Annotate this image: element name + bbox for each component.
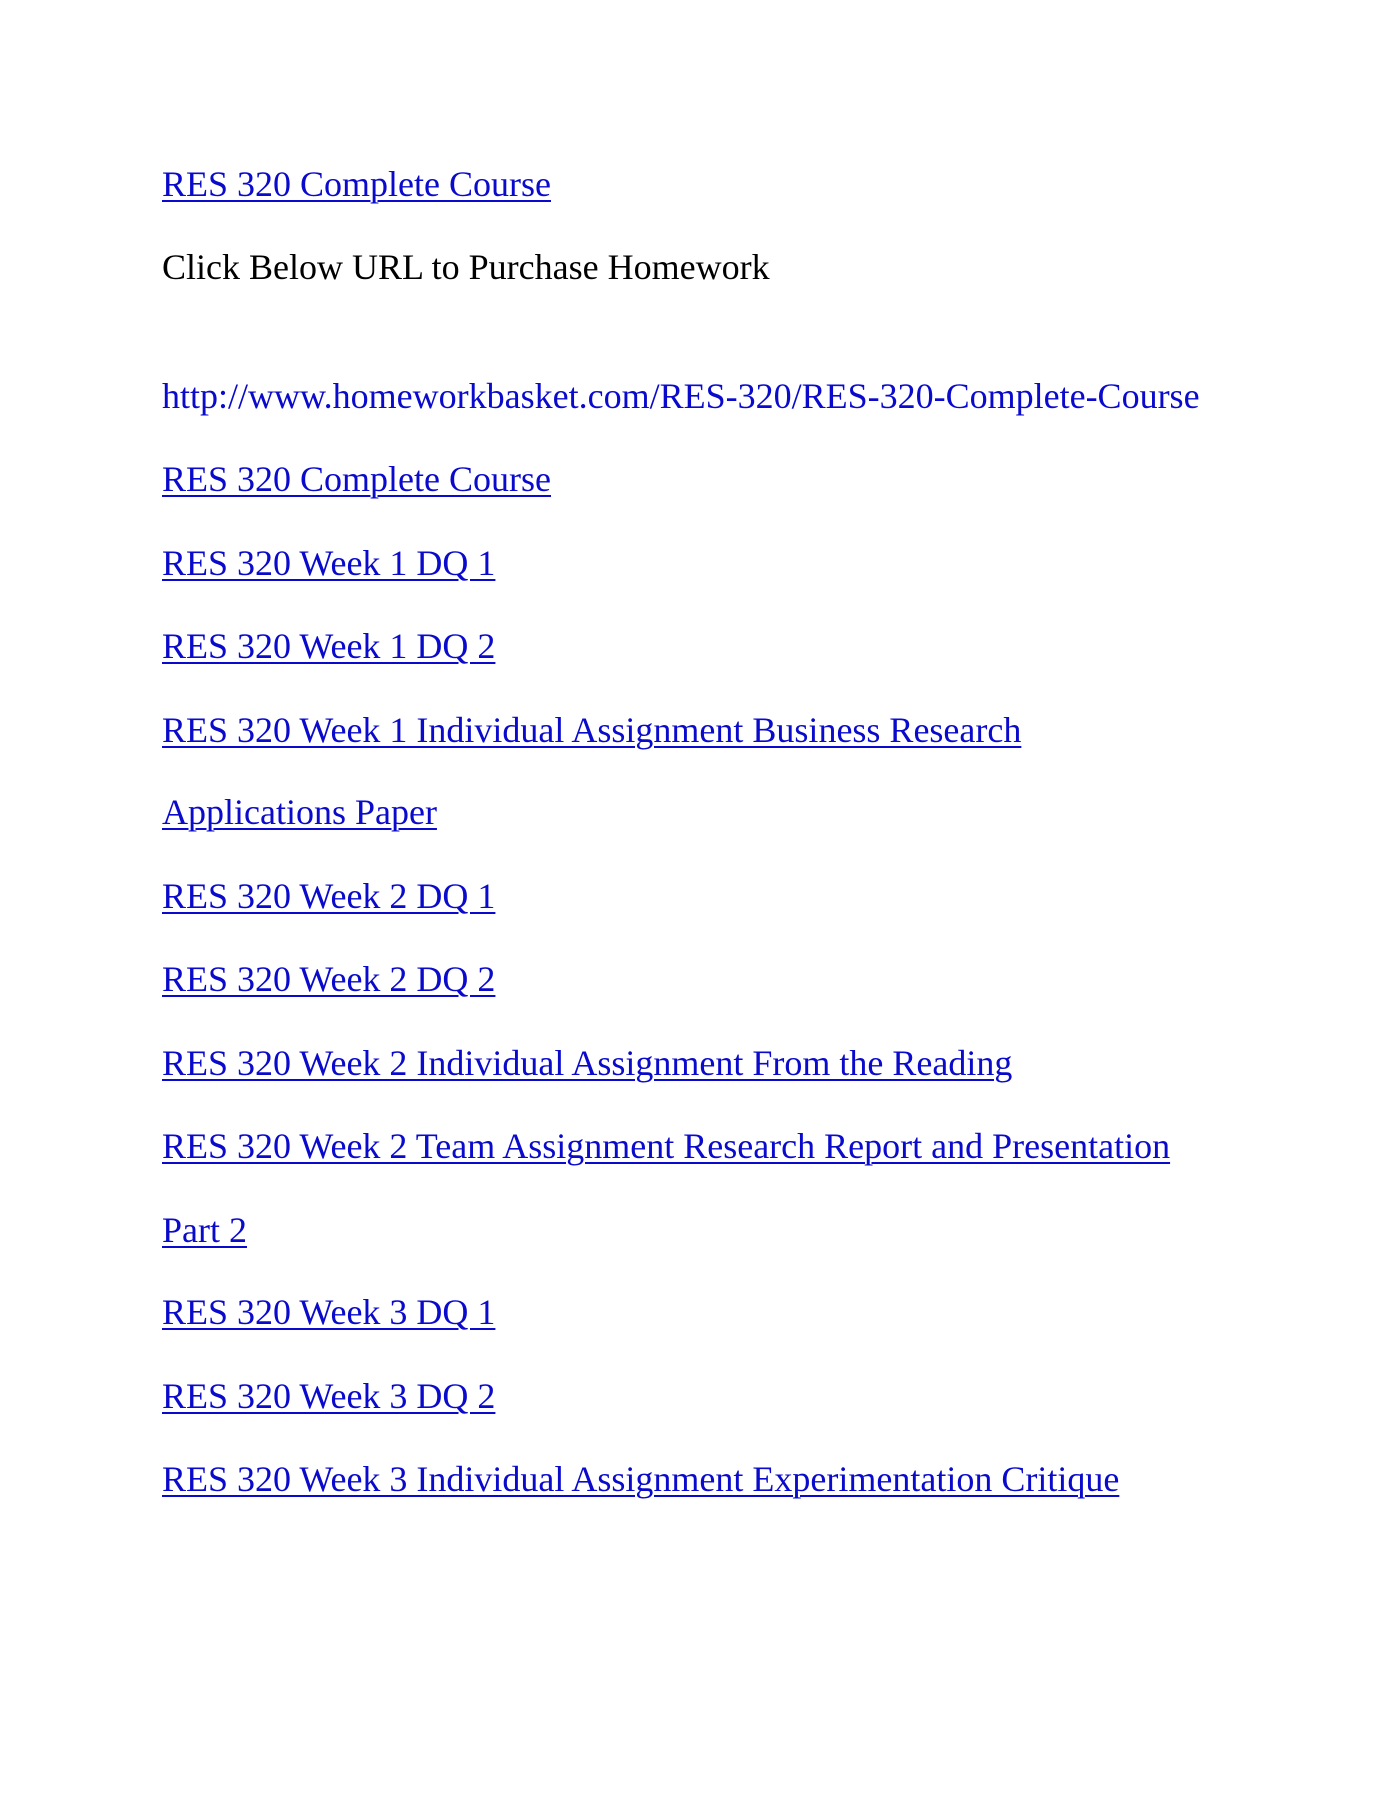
purchase-instruction: Click Below URL to Purchase Homework (162, 247, 770, 287)
link-week2-team-assignment[interactable]: RES 320 Week 2 Team Assignment Research Report and Presentation (162, 1126, 1171, 1166)
link-week3-individual-assignment[interactable]: RES 320 Week 3 Individual Assignment Experimentation Critique (162, 1459, 1120, 1499)
purchase-url[interactable]: http://www.homeworkbasket.com/RES-320/RES-320-Complete-Course (162, 376, 1200, 416)
link-complete-course[interactable]: RES 320 Complete Course (162, 459, 551, 499)
link-week2-dq2[interactable]: RES 320 Week 2 DQ 2 (162, 959, 496, 999)
link-week2-dq1[interactable]: RES 320 Week 2 DQ 1 (162, 876, 496, 916)
link-week3-dq2[interactable]: RES 320 Week 3 DQ 2 (162, 1376, 496, 1416)
link-week1-individual-assignment-cont[interactable]: Applications Paper (162, 792, 437, 832)
link-week1-dq2[interactable]: RES 320 Week 1 DQ 2 (162, 626, 496, 666)
link-week1-individual-assignment[interactable]: RES 320 Week 1 Individual Assignment Business Research (162, 710, 1022, 750)
link-week3-dq1[interactable]: RES 320 Week 3 DQ 1 (162, 1292, 496, 1332)
header-course-link[interactable]: RES 320 Complete Course (162, 164, 551, 204)
link-week2-team-assignment-cont[interactable]: Part 2 (162, 1210, 247, 1250)
link-week1-dq1[interactable]: RES 320 Week 1 DQ 1 (162, 543, 496, 583)
link-week2-individual-assignment[interactable]: RES 320 Week 2 Individual Assignment From the Reading (162, 1043, 1013, 1083)
